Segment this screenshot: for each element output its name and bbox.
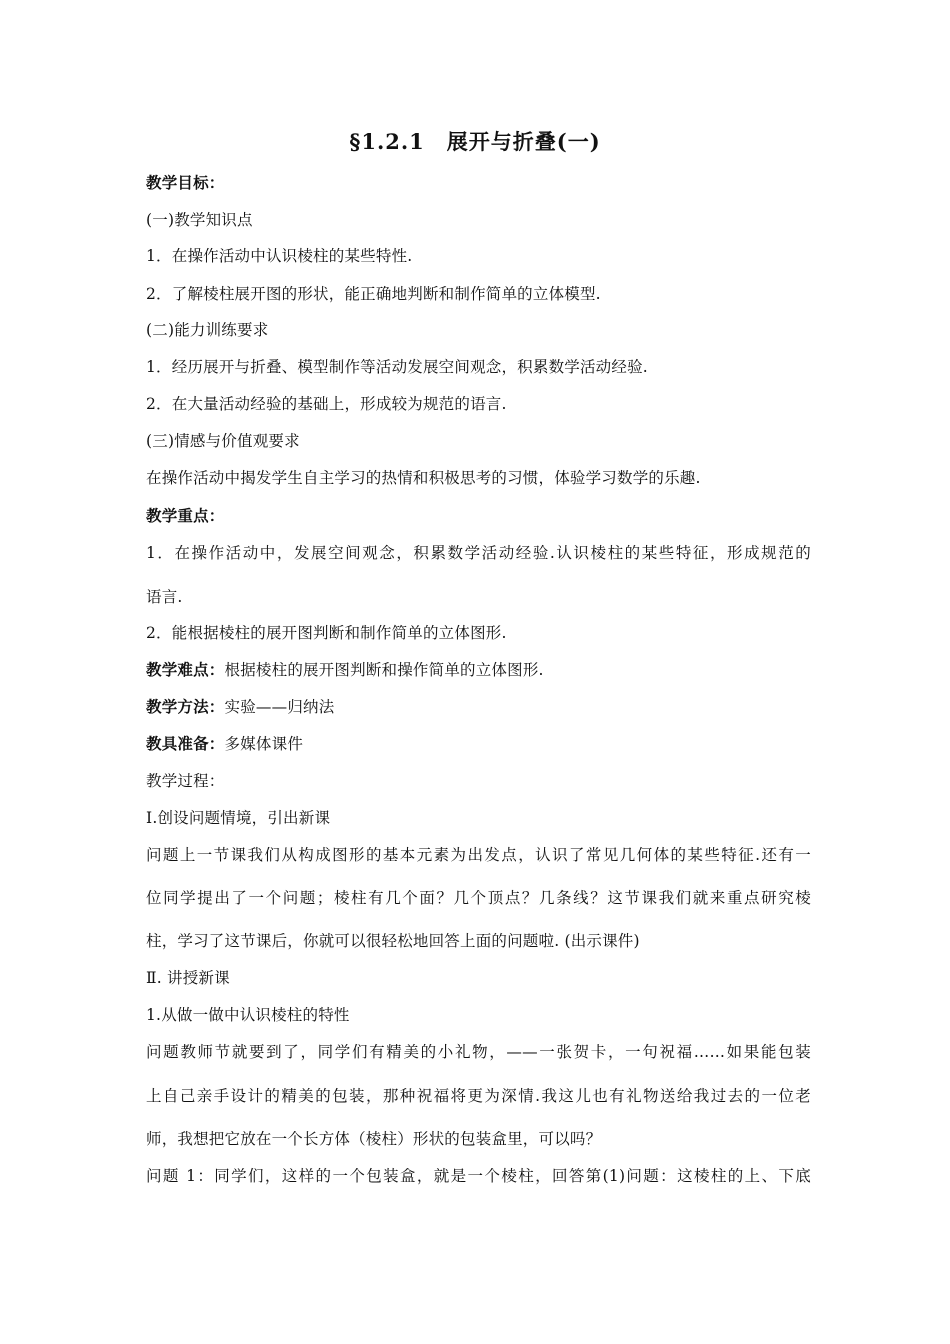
subsection-heading: (三)情感与价值观要求 [146, 432, 300, 450]
subsection-heading: Ⅱ. 讲授新课 [146, 969, 230, 987]
subsection-heading: 1.从做一做中认识棱柱的特性 [146, 1006, 350, 1024]
paragraph-line: 在操作活动中揭发学生自主学习的热情和积极思考的习惯，体验学习数学的乐趣. [146, 469, 701, 487]
paragraph-line: 师，我想把它放在一个长方体（棱柱）形状的包装盒里，可以吗？ [146, 1130, 602, 1148]
section-heading-process: 教学过程： [146, 772, 225, 790]
paragraph-line: 1．在操作活动中认识棱柱的某些特性. [146, 247, 413, 265]
section-heading-objectives: 教学目标： [146, 174, 225, 192]
paragraph-line: 1．在操作活动中，发展空间观念，积累数学活动经验.认识棱柱的某些特征，形成规范的 [146, 544, 811, 562]
difficulty-label: 教学难点： [146, 661, 225, 679]
method-text: 实验——归纳法 [224, 698, 335, 716]
section-heading-key-points: 教学重点： [146, 507, 225, 525]
paragraph-line: 位同学提出了一个问题；棱柱有几个面？几个顶点？几条线？这节课我们就来重点研究棱 [146, 889, 811, 907]
paragraph-line: 问题上一节课我们从构成图形的基本元素为出发点，认识了常见几何体的某些特征.还有一 [146, 846, 811, 864]
subsection-heading: (一)教学知识点 [146, 211, 253, 229]
paragraph-line: 2．能根据棱柱的展开图判断和制作简单的立体图形. [146, 624, 507, 642]
difficulty-row [146, 660, 811, 680]
paragraph-line: 1．经历展开与折叠、模型制作等活动发展空间观念，积累数学活动经验. [146, 358, 648, 376]
materials-row [146, 734, 811, 754]
subsection-heading: Ⅰ.创设问题情境，引出新课 [146, 809, 331, 827]
paragraph-line: 语言. [146, 588, 183, 606]
paragraph-line: 柱，学习了这节课后，你就可以很轻松地回答上面的问题啦. (出示课件) [146, 932, 640, 950]
page-title: §1.2.1 展开与折叠(一) [349, 129, 601, 154]
method-label: 教学方法： [146, 698, 225, 716]
paragraph-line: 上自己亲手设计的精美的包装，那种祝福将更为深情.我这儿也有礼物送给我过去的一位老 [146, 1087, 811, 1105]
paragraph-line: 问题教师节就要到了，同学们有精美的小礼物，——一张贺卡，一句祝福……如果能包装 [146, 1043, 811, 1061]
paragraph-line: 2．在大量活动经验的基础上，形成较为规范的语言. [146, 395, 507, 413]
difficulty-text: 根据棱柱的展开图判断和操作简单的立体图形. [224, 661, 544, 679]
paragraph-line: 2．了解棱柱展开图的形状，能正确地判断和制作简单的立体模型. [146, 285, 601, 303]
subsection-heading: (二)能力训练要求 [146, 321, 269, 339]
method-row [146, 697, 811, 717]
materials-text: 多媒体课件 [224, 735, 304, 753]
paragraph-line: 问题 1：同学们，这样的一个包装盒，就是一个棱柱，回答第(1)问题：这棱柱的上、下底 [146, 1167, 811, 1185]
materials-label: 教具准备： [146, 735, 225, 753]
